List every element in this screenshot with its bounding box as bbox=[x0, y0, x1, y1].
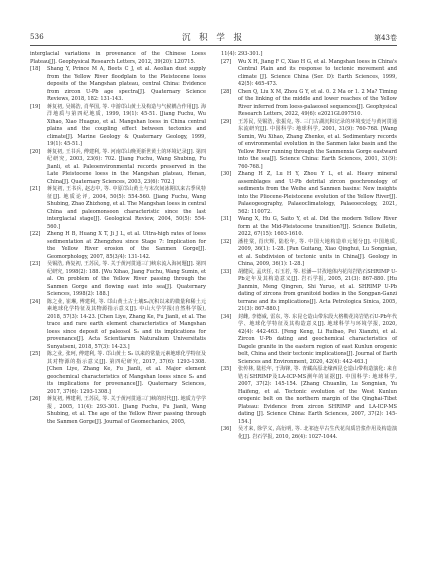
reference-text: 蒋复初, 傅建利, 王苏民, 等. 关于黄河贯通三门峡的时代[J]. 地质力学学报, 2005, 11(4): 293-301. [Jiang Fuchu, Fu Jianli, Wang Shubing, et al. The age of the Yellow River passing through the Sanmen Gorge[J]. Journal of Geomechanics, 2005, bbox=[47, 396, 206, 425]
reference-text: 陈之业, 张珂, 傅建利, 等. 邙山黄土 S₂ 以来的常量元素地球化学特征及其对物源的指示意义[J]. 第四纪研究, 2017, 37(6): 1293-1308. [Chen Liye, Zhang Ke, Fu Jianli, et al. Major element geochemical characteristics of Mangshan loess since S₂ and its implications for provenance[J]. Quaternary Sciences, 2017, 37(6): 1293-1308.] bbox=[47, 351, 206, 395]
reference-text: 封雌, 李德威, 雷东, 等. 东昆仑造山带东段大格勒花岗岩锆石U-Pb年代学、地球化学特征及其构造意义[J]. 地球科学与环境学报, 2020, 42(4): 442-463. [Feng Keng, Li Ruibao, Pei Xianzhi, et al. Zircon U-Pb dating and geochemical characteristics of Dagele granite in the eastern region of east Kunlun orogenic belt, China and their tectonic implications[J]. Journal of Earth Sciences and Environment, 2020, 42(4): 442-463.] bbox=[238, 313, 397, 365]
reference-item bbox=[30, 149, 206, 187]
reference-item bbox=[221, 171, 397, 216]
reference-number: [29] bbox=[221, 118, 232, 125]
reference-text: 蒋复初, 王书兵, 傅建利, 等. 河南邙山晚更新世黄土的环境记录[J]. 第四纪研究, 2003, 23(6): 702. [Jiang Fuchu, Wang Shubing, Fu Jianli, et al. Paleoenvironmental records preserved in the Late Pleistocene loess in the Mangshan plateau, Henan, China[J]. Quaternary Sciences, 2003, 23(6): 702.] bbox=[47, 148, 206, 185]
reference-item bbox=[30, 299, 206, 352]
reference-text: Chen Q, Liu X M, Zhou G Y, et al. 0. 2 Ma or 1. 2 Ma? Timing of the linking of the middle and lower reaches of the Yellow River inferred from loess-palaeosol sequences[J]. Geophysical Research Letters, 2022, 49(6): e2021GL097510. bbox=[238, 88, 397, 117]
reference-item bbox=[30, 104, 206, 149]
reference-number: [18] bbox=[30, 66, 41, 72]
reference-number: [22] bbox=[30, 231, 41, 237]
header-rule bbox=[30, 45, 397, 46]
reference-text: 吴锡浩, 蒋复初, 王苏民, 等. 关于黄河贯通三门峡东流入海问题[J]. 第四纪研究, 1998(2): 188. [Wu Xihao, Jiang Fuchu, Wang Sumin, et al. On problem of the Yellow River passing through the Sanmen Gorge and flowing east into sea[J]. Quaternary Sciences, 1998(2): 188.] bbox=[47, 261, 206, 297]
reference-text: 潘桂棠, 肖庆辉, 陆松年, 等. 中国大地构造单元划分[J]. 中国地质, 2009, 36(1): 1-28. [Pan Guitang, Xiao Qinghui, Lu Songnian, et al. Subdivision of tectonic units in China[J]. Geology in China, 2009, 36(1): 1-28.] bbox=[238, 238, 397, 267]
reference-text: Wang X, Hu G, Saito Y, et al. Did the modern Yellow River form at the Mid-Pleistocene transition?[J]. Science Bulletin, 2022, 67(15): 1603-1610. bbox=[238, 216, 397, 237]
page-header bbox=[0, 0, 427, 44]
reference-text: 蒋复初, 吴锡浩, 肖华国, 等. 中游邙山黄土及构造与气候耦合作用[J]. 海洋地质与第四纪地质, 1999, 19(1): 45-51. [Jiang Fuchu, Wu Xihao, Xiao Huaguo, et al. Mangshan loess in China central plains and the coupling effect between tectonics and climate[J]. Marine Geology & Quaternary Geology, 1999, 19(1): 45-51.] bbox=[47, 103, 206, 147]
reference-text: Zheng H B, Huang X T, Ji J L, et al. Ultra-high rates of loess sedimentation at Zhengzhou since Stage 7: Implication for the Yellow River erosion of the Sanmen Gorge[J]. Geomorphology, 2007, 85(3/4): 131-142. bbox=[47, 231, 206, 260]
reference-number: [21] bbox=[30, 186, 41, 192]
reference-number: [33] bbox=[221, 268, 232, 275]
reference-item bbox=[221, 426, 397, 441]
reference-item bbox=[30, 66, 206, 104]
reference-list-left bbox=[30, 66, 206, 426]
reference-number: [24] bbox=[30, 298, 41, 305]
reference-number: [28] bbox=[221, 88, 232, 95]
reference-text: 吴才来, 徐学义, 高衍明, 等. 北祁连早古生代花岗质岩浆作用及构造演化[J]. 岩石学报, 2010, 26(4): 1027-1044. bbox=[238, 426, 397, 440]
reference-text: 陈之业, 崔琳, 傅建利, 等. 邙山黄土古土壤S₂沉积以来的微量和稀土元素地球化学特征及其物源指示意义[J]. 中山大学学报(自然科学版), 2018, 57(3): 14-23. [Chen Liye, Zhang Ke, Fu Jianli, et al. The trace and rare earth element characteristics of Mangshan loess since deposit of paleosol S₂ and its implications for provenance[J]. Acta Scientiarum Naturalium Universitatis Sunyatseni, 2018, 57(3): 14-23.] bbox=[47, 298, 206, 350]
right-column bbox=[221, 51, 397, 441]
reference-number: [35] bbox=[221, 366, 232, 372]
reference-number: [36] bbox=[221, 426, 232, 432]
reference-item bbox=[221, 59, 397, 89]
reference-item bbox=[221, 314, 397, 367]
reference-number: [34] bbox=[221, 313, 232, 320]
reference-item bbox=[30, 261, 206, 299]
reference-number: [26] bbox=[30, 396, 41, 402]
reference-text: 张传林, 陆松年, 于海锋, 等. 青藏高原北缘西昆仑造山带构造演化: 来自锆石SHRIMP及LA-ICP-MS测年的证据[J]. 中国科学: 地球科学, 2007, 37(2): 145-154. [Zhang Chuanlin, Lu Songnian, Yu Haifeng, et al. Tectonic evolution of the West Kunlun orogenic belt on the northern margin of the Qinghai-Tibet Plateau: Evidence from zircon SHRIMP and LA-ICP-MS dating [J]. Science China: Earth Sciences, 2007, 37(2): 145-154.] bbox=[238, 366, 397, 425]
reference-item bbox=[221, 366, 397, 426]
reference-text: Shang Y, Prince M A, Beets C J, et al. Aeolian dust supply from the Yellow River floodplain to the Pleistocene loess deposits of the Mangshan plateau, central China: Evidence from zircon U-Pb age spectra[J]. Quaternary Science Reviews, 2018, 182: 131-143. bbox=[47, 66, 206, 102]
reference-text: 王苏民, 吴锡浩, 张振克, 等. 三门古湖沉积记录的环境变迁与黄河贯通东流研究[J]. 中国科学: 地球科学, 2001, 31(9): 760-768. [Wang Sumin, Wu Xihao, Zhang Zhenke, et al. Sedimentary records of environmental evolution in the Sanmen lake basin and the Yellow River running through the Sanmenxia Gorge eastward into the sea[J]. Science China: Earth Sciences, 2001, 31(9): 760-768.] bbox=[238, 118, 397, 170]
reference-number: [30] bbox=[221, 171, 232, 177]
reference-item bbox=[221, 269, 397, 314]
reference-item bbox=[30, 231, 206, 261]
reference-item bbox=[30, 351, 206, 396]
reference-list-right bbox=[221, 59, 397, 442]
left-column bbox=[30, 51, 206, 426]
reference-number: [23] bbox=[30, 261, 41, 267]
reference-item bbox=[221, 89, 397, 119]
reference-text: 蒋复初, 王书兵, 赵志中, 等. 中原邙山黄土与末次间冰期以来古季风特征[J]. 地质论评, 2004, 50(5): 554-560. [Jiang Fuchu, Wang Shubing, Zhao Zhizhong, et al. The Mangshan loess in central China and paleomonsoon characteristic since the last interglacial stage[J]. Geological Review, 2004, 50(5): 554-560.] bbox=[47, 186, 206, 230]
reference-text: Wu X H, Jiang F C, Xiao H G, et al. Mangshan loess in China's Central Plain and its response to tectonic movement and climate [J]. Science China (Ser. D): Earth Sciences, 1999, 42(5): 465-473. bbox=[238, 58, 397, 87]
reference-number: [20] bbox=[30, 148, 41, 155]
reference-item bbox=[221, 216, 397, 239]
reference-number: [32] bbox=[221, 238, 232, 245]
reference-text: 胡健民, 孟庆任, 石玉若, 等. 松潘—甘孜地体内花岗岩锆石SHRIMP U-Pb定年及其构造意义[J]. 岩石学报, 2005, 21(3): 867-880. [Hu Jianmin, Meng Qingren, Shi Yuruo, et al. SHRIMP U-Pb dating of zircons from granitoid bodies in the Songpan-Ganzi terrane and its implications[J]. Acta Petrologica Sinica, 2005, 21(3): 867-880.] bbox=[238, 268, 397, 312]
reference-number: [19] bbox=[30, 103, 41, 110]
reference-item bbox=[30, 186, 206, 231]
reference-number: [27] bbox=[221, 58, 232, 65]
reference-continuation: interglacial variations in provenance of the Chinese Loess Plateau[J]. Geophysical Research Letters, 2012, 39(20): L20715. bbox=[30, 51, 206, 65]
reference-item bbox=[30, 396, 206, 426]
reference-text: Zhang H Z, Lu H Y, Zhou Y L, et al. Heavy mineral assemblages and U-Pb detrital zircon geochronology of sediments from the Weihe and Sanmen basins: New insights into the Pliocene-Pleistocene evolution of the Yellow River[J]. Palaeogeography, Palaeoclimatology, Palaeoecology, 2021, 562: 110072. bbox=[238, 171, 397, 215]
reference-continuation: 11(4): 293-301.] bbox=[221, 51, 263, 57]
reference-item bbox=[221, 239, 397, 269]
page-number: 536 bbox=[30, 33, 44, 41]
volume-label: 第43卷 bbox=[374, 34, 397, 42]
reference-number: [25] bbox=[30, 351, 41, 357]
journal-title: 沉 积 学 报 bbox=[181, 33, 246, 43]
reference-number: [31] bbox=[221, 216, 232, 222]
reference-item bbox=[221, 119, 397, 172]
